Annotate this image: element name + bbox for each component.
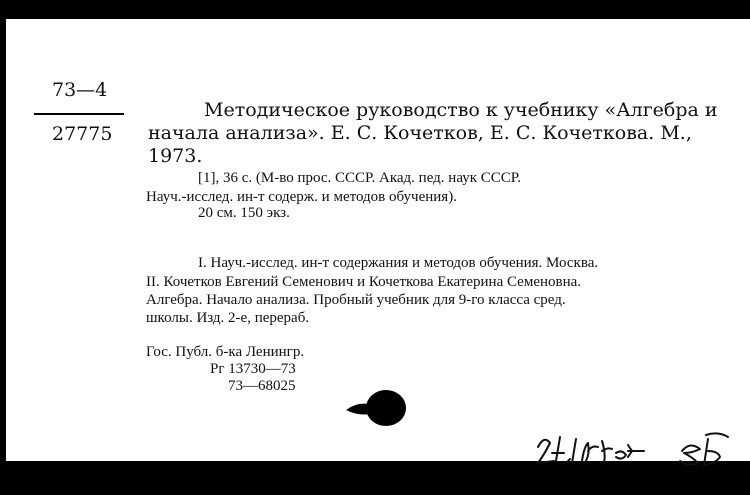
call-number-divider [34,113,124,115]
title-line-3: 1973. [148,145,203,167]
handwritten-note [532,427,750,475]
library-name: Гос. Публ. б-ка Ленингр. [146,344,305,360]
collation-line-3: 20 см. 150 экз. [198,205,290,221]
catalog-card [6,19,750,461]
collation-line-2: Науч.-исслед. ин-т содерж. и методов обучения). [146,189,457,205]
call-number-bottom: 27775 [52,123,113,145]
tracing-line-4: школы. Изд. 2-е, перераб. [146,310,310,326]
tracing-line-2: II. Кочетков Евгений Семенович и Кочеткова Екатерина Семеновна. [146,274,582,290]
call-number-top: 73—4 [52,79,108,101]
title-line-2: начала анализа». Е. С. Кочетков, Е. С. Кочеткова. М., [148,122,692,144]
ink-blot [344,384,416,432]
title-line-1: Методическое руководство к учебнику «Алгебра и [204,99,718,121]
tracing-line-3: Алгебра. Начало анализа. Пробный учебник для 9-го класса сред. [146,292,566,308]
collation-line-1: [1], 36 с. (М-во прос. СССР. Акад. пед. наук СССР. [198,170,521,186]
library-registration: Рг 13730—73 [210,361,296,377]
library-number: 73—68025 [228,378,296,394]
tracing-line-1: I. Науч.-исслед. ин-т содержания и методов обучения. Москва. [198,255,599,271]
